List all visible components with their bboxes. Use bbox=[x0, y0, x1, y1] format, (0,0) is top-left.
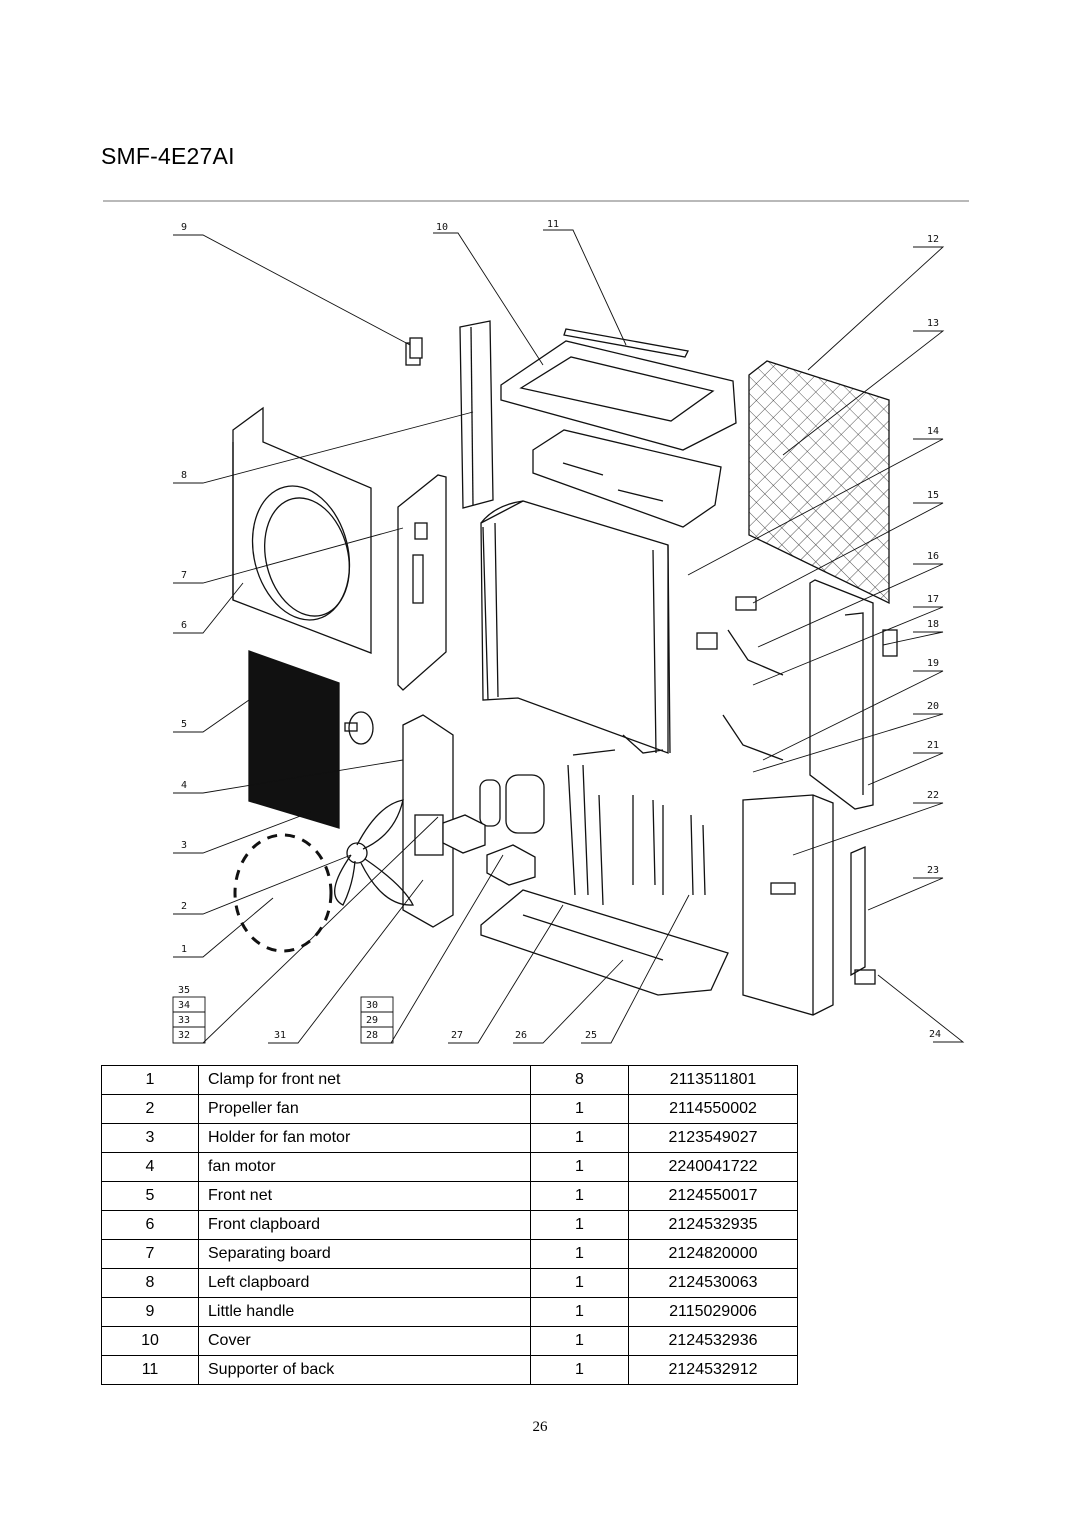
part-compressor bbox=[480, 775, 544, 833]
callout-9: 9 bbox=[181, 222, 188, 233]
part-name-cell: Separating board bbox=[199, 1240, 531, 1269]
callout-4: 4 bbox=[181, 780, 188, 791]
callout-34: 34 bbox=[178, 1000, 191, 1011]
part-holder-for-fan-motor bbox=[403, 715, 453, 927]
part-front-clapboard bbox=[233, 408, 371, 653]
table-row bbox=[102, 1298, 798, 1327]
part-number-cell: 11 bbox=[102, 1356, 199, 1385]
callout-23: 23 bbox=[927, 865, 940, 876]
quantity-cell: 1 bbox=[531, 1356, 629, 1385]
callout-35: 35 bbox=[178, 985, 191, 996]
part-code-cell: 2124530063 bbox=[629, 1269, 798, 1298]
part-name-cell: Cover bbox=[199, 1327, 531, 1356]
callout-8: 8 bbox=[181, 470, 188, 481]
part-name-cell: Supporter of back bbox=[199, 1356, 531, 1385]
quantity-cell: 1 bbox=[531, 1327, 629, 1356]
part-separating-board bbox=[398, 475, 446, 690]
callout-19: 19 bbox=[927, 658, 940, 669]
quantity-cell: 1 bbox=[531, 1211, 629, 1240]
callout-11: 11 bbox=[547, 219, 560, 230]
part-front-panel bbox=[743, 795, 833, 1015]
callout-1: 1 bbox=[181, 944, 188, 955]
part-condenser-coil bbox=[481, 501, 670, 753]
part-terminal-board bbox=[851, 847, 875, 984]
callout-33: 33 bbox=[178, 1015, 191, 1026]
part-name-cell: Left clapboard bbox=[199, 1269, 531, 1298]
callout-3: 3 bbox=[181, 840, 188, 851]
quantity-cell: 1 bbox=[531, 1153, 629, 1182]
part-number-cell: 3 bbox=[102, 1124, 199, 1153]
callout-26: 26 bbox=[515, 1030, 528, 1041]
callout-16: 16 bbox=[927, 551, 940, 562]
part-fan-motor bbox=[345, 712, 373, 744]
part-name-cell: Front clapboard bbox=[199, 1211, 531, 1240]
model-title: SMF-4E27AI bbox=[101, 143, 235, 169]
callout-2: 2 bbox=[181, 901, 188, 912]
callout-14: 14 bbox=[927, 426, 940, 437]
part-number-cell: 7 bbox=[102, 1240, 199, 1269]
callout-24: 24 bbox=[929, 1029, 942, 1040]
part-code-cell: 2115029006 bbox=[629, 1298, 798, 1327]
part-number-cell: 6 bbox=[102, 1211, 199, 1240]
exploded-view-diagram bbox=[103, 205, 969, 1055]
callout-15: 15 bbox=[927, 490, 940, 501]
callout-32: 32 bbox=[178, 1030, 191, 1041]
part-code-cell: 2124532935 bbox=[629, 1211, 798, 1240]
part-number-cell: 5 bbox=[102, 1182, 199, 1211]
quantity-cell: 8 bbox=[531, 1066, 629, 1095]
part-number-cell: 10 bbox=[102, 1327, 199, 1356]
part-right-side-panel bbox=[810, 580, 897, 809]
callout-31: 31 bbox=[274, 1030, 287, 1041]
part-code-cell: 2124532936 bbox=[629, 1327, 798, 1356]
part-code-cell: 2124550017 bbox=[629, 1182, 798, 1211]
callout-29: 29 bbox=[366, 1015, 379, 1026]
callout-17: 17 bbox=[927, 594, 940, 605]
table-row bbox=[102, 1066, 798, 1095]
callout-28: 28 bbox=[366, 1030, 379, 1041]
part-number-cell: 8 bbox=[102, 1269, 199, 1298]
part-name-cell: Front net bbox=[199, 1182, 531, 1211]
table-row bbox=[102, 1153, 798, 1182]
quantity-cell: 1 bbox=[531, 1095, 629, 1124]
part-code-cell: 2113511801 bbox=[629, 1066, 798, 1095]
table-row bbox=[102, 1182, 798, 1211]
quantity-cell: 1 bbox=[531, 1124, 629, 1153]
table-row bbox=[102, 1211, 798, 1240]
part-front-net bbox=[249, 651, 339, 828]
page-number: 26 bbox=[532, 1419, 548, 1435]
table-row bbox=[102, 1124, 798, 1153]
part-cover bbox=[501, 341, 736, 450]
quantity-cell: 1 bbox=[531, 1269, 629, 1298]
part-number-cell: 4 bbox=[102, 1153, 199, 1182]
table-row bbox=[102, 1269, 798, 1298]
part-little-handle bbox=[406, 338, 422, 365]
callout-27: 27 bbox=[451, 1030, 464, 1041]
table-row bbox=[102, 1327, 798, 1356]
part-code-cell: 2124532912 bbox=[629, 1356, 798, 1385]
quantity-cell: 1 bbox=[531, 1240, 629, 1269]
callout-21: 21 bbox=[927, 740, 940, 751]
table-row bbox=[102, 1095, 798, 1124]
callout-22: 22 bbox=[927, 790, 940, 801]
callout-30: 30 bbox=[366, 1000, 379, 1011]
callout-5: 5 bbox=[181, 719, 188, 730]
part-rear-net bbox=[749, 361, 889, 603]
part-pipework bbox=[568, 735, 705, 905]
table-row bbox=[102, 1356, 798, 1385]
part-name-cell: Holder for fan motor bbox=[199, 1124, 531, 1153]
part-number-cell: 9 bbox=[102, 1298, 199, 1327]
part-code-cell: 2240041722 bbox=[629, 1153, 798, 1182]
callout-20: 20 bbox=[927, 701, 940, 712]
quantity-cell: 1 bbox=[531, 1298, 629, 1327]
part-name-cell: Propeller fan bbox=[199, 1095, 531, 1124]
callout-6: 6 bbox=[181, 620, 188, 631]
callout-13: 13 bbox=[927, 318, 940, 329]
callout-12: 12 bbox=[927, 234, 940, 245]
part-number-cell: 1 bbox=[102, 1066, 199, 1095]
callout-7: 7 bbox=[181, 570, 188, 581]
callout-25: 25 bbox=[585, 1030, 598, 1041]
header-divider bbox=[103, 200, 969, 202]
part-code-cell: 2124820000 bbox=[629, 1240, 798, 1269]
parts-table bbox=[101, 1065, 798, 1385]
part-name-cell: Little handle bbox=[199, 1298, 531, 1327]
part-name-cell: Clamp for front net bbox=[199, 1066, 531, 1095]
callout-10: 10 bbox=[436, 222, 449, 233]
part-code-cell: 2114550002 bbox=[629, 1095, 798, 1124]
part-number-cell: 2 bbox=[102, 1095, 199, 1124]
table-row bbox=[102, 1240, 798, 1269]
part-name-cell: fan motor bbox=[199, 1153, 531, 1182]
part-code-cell: 2123549027 bbox=[629, 1124, 798, 1153]
part-valves bbox=[697, 597, 783, 760]
quantity-cell: 1 bbox=[531, 1182, 629, 1211]
callout-18: 18 bbox=[927, 619, 940, 630]
